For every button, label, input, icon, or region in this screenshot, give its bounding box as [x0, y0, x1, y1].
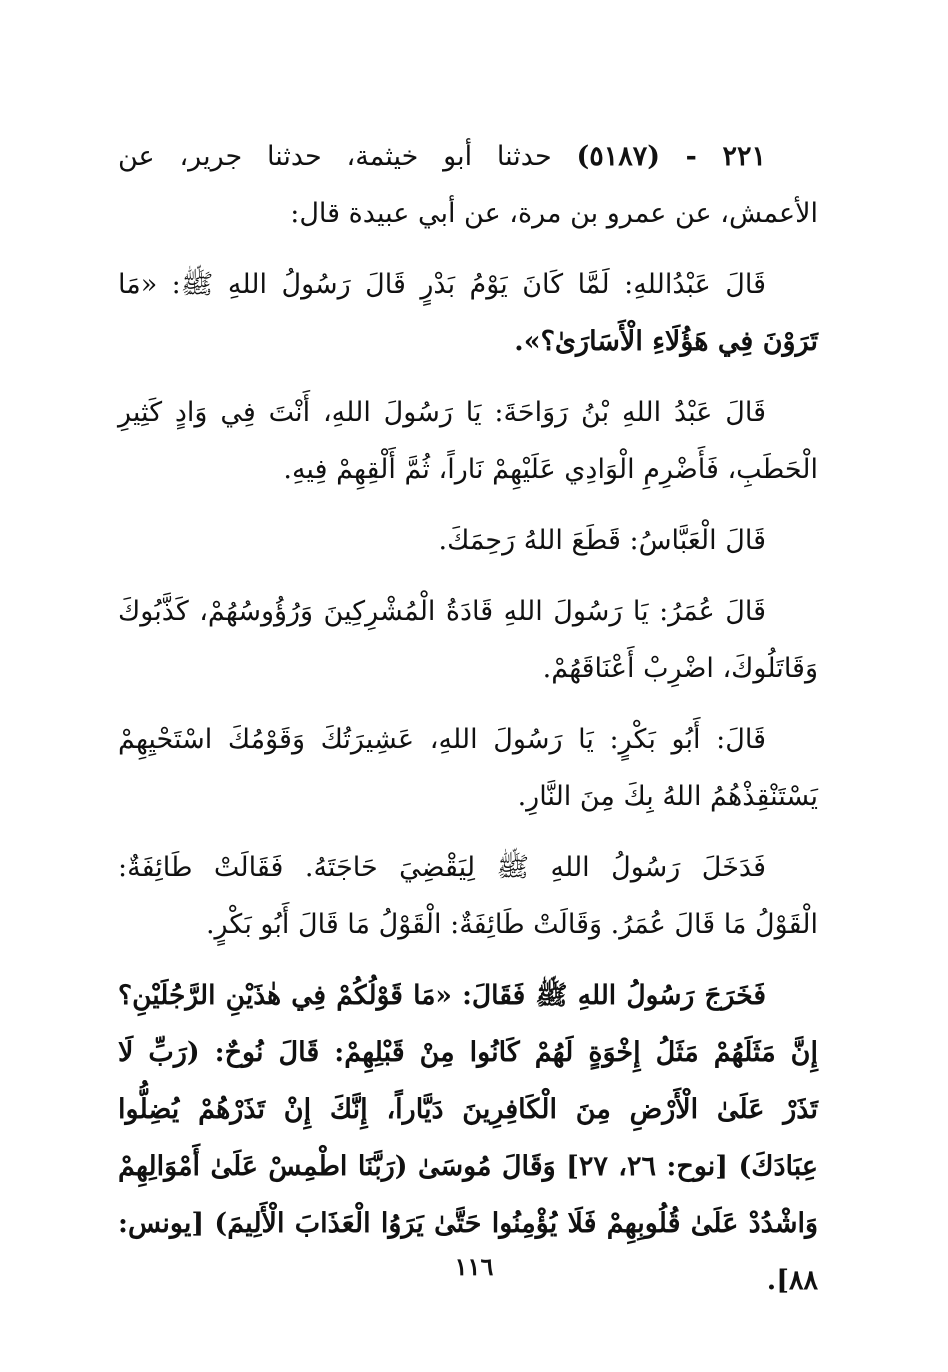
text-line: ٨٨]. [766, 1265, 818, 1296]
text-line: الْحَطَبِ، فَأَضْرِمِ الْوَادِي عَلَيْهِمْ نَاراً، ثُمَّ أَلْقِهِمْ فِيهِ. [283, 454, 818, 485]
text-line: إِنَّ مَثَلَهُمْ مَثَلُ إِخْوَةٍ لَهُمْ كَانُوا مِنْ قَبْلِهِمْ: قَالَ نُوحٌ: (رَبِّ لَا [118, 1037, 818, 1068]
text-line: الْقَوْلُ مَا قَالَ عُمَرُ. وَقَالَتْ طَائِفَةٌ: الْقَوْلُ مَا قَالَ أَبُو بَكْرٍ. [205, 909, 818, 940]
paragraph-gap [118, 242, 818, 256]
isnad-line-2: الأعمش، عن عمرو بن مرة، عن أبي عبيدة قال: [290, 198, 818, 229]
paragraph-gap [118, 953, 818, 967]
text-line: تَذَرْ عَلَىٰ الْأَرْضِ مِنَ الْكَافِرِينَ دَيَّاراً، إِنَّكَ إِنْ تَذَرْهُمْ يُضِلُّوا [118, 1094, 818, 1125]
paragraph-gap [118, 370, 818, 384]
abdullah-paragraph [118, 256, 818, 370]
dakhala-paragraph [118, 839, 818, 953]
abbas-paragraph [118, 512, 818, 569]
text-line: قَالَ: أَبُو بَكْرٍ: يَا رَسُولَ اللهِ، عَشِيرَتُكَ وَقَوْمُكَ اسْتَحْيِهِمْ [118, 724, 766, 755]
text-line [118, 128, 818, 185]
umar-paragraph [118, 583, 818, 697]
paragraph-gap [118, 569, 818, 583]
text-line: قَالَ عَبْدُاللهِ: لَمَّا كَانَ يَوْمُ بَدْرٍ قَالَ رَسُولُ اللهِ ﷺ: «مَا [118, 269, 766, 300]
isnad-line-1: حدثنا أبو خيثمة، حدثنا جرير، عن [118, 141, 552, 172]
hadith-header-paragraph [118, 128, 818, 242]
text-line: تَرَوْنَ فِي هَؤُلَاءِ الْأَسَارَىٰ؟». [514, 326, 818, 357]
text-line: وَاشْدُدْ عَلَىٰ قُلُوبِهِمْ فَلَا يُؤْمِنُوا حَتَّىٰ يَرَوُا الْعَذَابَ الْأَلِيمَ) [يونس: [118, 1208, 818, 1239]
text-line: فَدَخَلَ رَسُولُ اللهِ ﷺ لِيَقْضِيَ حَاجَتَهُ. فَقَالَتْ طَائِفَةٌ: [118, 852, 766, 883]
page-number: ١١٦ [454, 1252, 494, 1281]
paragraph-gap [118, 825, 818, 839]
text-line: وَقَاتَلُوكَ، اضْرِبْ أَعْنَاقَهُمْ. [542, 653, 818, 684]
text-line: قَالَ عَبْدُ اللهِ بْنُ رَوَاحَةَ: يَا رَسُولَ اللهِ، أَنْتَ فِي وَادٍ كَثِيرِ [118, 397, 766, 428]
paragraph-gap [118, 498, 818, 512]
text-line: فَخَرَجَ رَسُولُ اللهِ ﷺ فَقَالَ: «مَا قَوْلُكُمْ فِي هٰذَيْنِ الرَّجُلَيْنِ؟ [118, 980, 766, 1011]
text-line: قَالَ عُمَرُ: يَا رَسُولَ اللهِ قَادَةُ الْمُشْرِكِينَ وَرُؤُوسُهُمْ، كَذَّبُوكَ [118, 596, 766, 627]
abubakr-paragraph [118, 711, 818, 825]
text-line: قَالَ الْعَبَّاسُ: قَطَعَ اللهُ رَحِمَكَ. [438, 525, 766, 556]
hadith-number: ٢٢١ - (٥١٨٧) [576, 141, 767, 172]
main-text [118, 128, 818, 1309]
text-line: عِبَادَكَ) [نوح: ٢٦، ٢٧] وَقَالَ مُوسَىٰ (رَبَّنَا اطْمِسْ عَلَىٰ أَمْوَالِهِمْ [118, 1151, 818, 1182]
ibn-rawaha-paragraph [118, 384, 818, 498]
text-line: يَسْتَنْقِذْهُمُ اللهُ بِكَ مِنَ النَّارِ. [517, 781, 818, 812]
paragraph-gap [118, 697, 818, 711]
